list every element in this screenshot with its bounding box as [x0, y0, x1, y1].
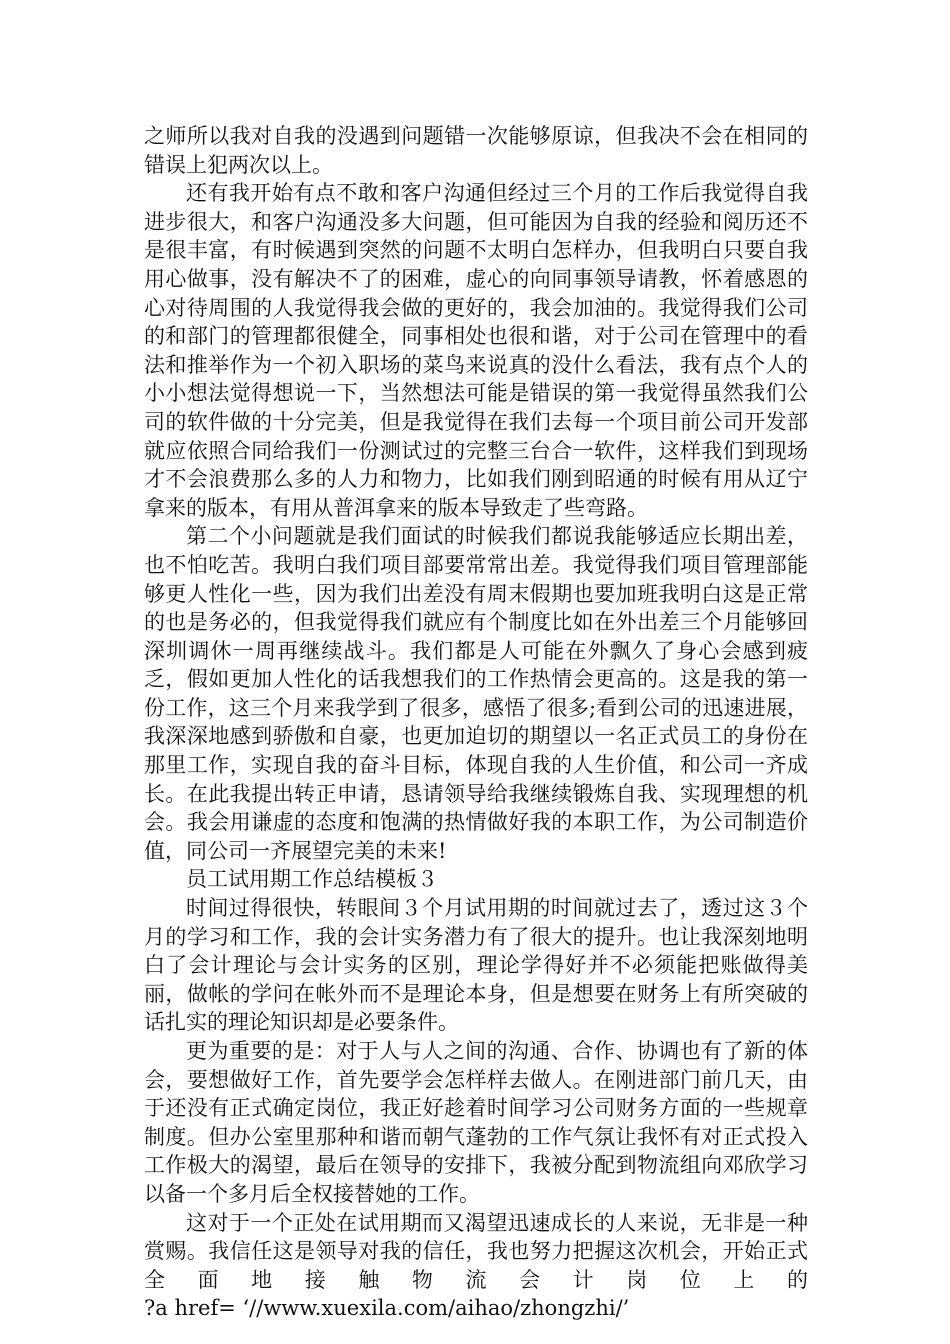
paragraph-5: 更为重要的是：对于人与人之间的沟通、合作、协调也有了新的体会，要想做好工作，首先要学会怎样样去做人。在刚进部门前几天，由于还没有正式确定岗位，我正好趁着时间学习公司财务方面的一些规章制度。但办公室里那种和谐而朝气蓬勃的工作气氛让我怀有对正式投入工作极大的渴望，最后在领导的安排下，我被分配到物流组向邓欣学习以备一个多月后全权接替她的工作。: [144, 1039, 808, 1206]
document-page: [144, 122, 808, 1323]
paragraph-3: 第二个小问题就是我们面试的时候我们都说我能够适应长期出差，也不怕吃苦。我明白我们项目部要常常出差。我觉得我们项目管理部能够更人性化一些，因为我们出差没有周末假期也要加班我明白这是正常的也是务必的，但我觉得我们就应有个制度比如在外出差三个月能够回深圳调休一周再继续战斗。我们都是人可能在外飘久了身心会感到疲乏，假如更加人性化的话我想我们的工作热情会更高的。这是我的第一份工作，这三个月来我学到了很多，感悟了很多;看到公司的迅速进展，我深深地感到骄傲和自豪，也更加迫切的期望以一名正式员工的身份在那里工作，实现自我的奋斗目标，体现自我的人生价值，和公司一齐成长。在此我提出转正申请，恳请领导给我继续锻炼自我、实现理想的机会。我会用谦虚的态度和饱满的热情做好我的本职工作，为公司制造价值，同公司一齐展望完美的未来!: [144, 524, 808, 863]
paragraph-2: 还有我开始有点不敢和客户沟通但经过三个月的工作后我觉得自我进步很大，和客户沟通没多大问题，但可能因为自我的经验和阅历还不是很丰富，有时候遇到突然的问题不太明白怎样办，但我明白只要自我用心做事，没有解决不了的困难，虚心的向同事领导请教，怀着感恩的心对待周围的人我觉得我会做的更好的，我会加油的。我觉得我们公司的和部门的管理都很健全，同事相处也很和谐，对于公司在管理中的看法和推举作为一个初入职场的菜鸟来说真的没什么看法，我有点个人的小小想法觉得想说一下，当然想法可能是错误的第一我觉得虽然我们公司的软件做的十分完美，但是我觉得在我们去每一个项目前公司开发部就应依照合同给我们一份测试过的完整三台合一软件，这样我们到现场才不会浪费那么多的人力和物力，比如我们刚到昭通的时候有用从辽宁拿来的版本，有用从普洱拿来的版本导致走了些弯路。: [144, 181, 808, 520]
paragraph-6: 这对于一个正处在试用期而又渴望迅速成长的人来说，无非是一种赏赐。我信任这是领导对我的信任，我也努力把握这次机会，开始正式全面地接触物流会计岗位上的: [144, 1210, 808, 1292]
paragraph-4: 时间过得很快，转眼间３个月试用期的时间就过去了，透过这３个月的学习和工作，我的会计实务潜力有了很大的提升。也让我深刻地明白了会计理论与会计实务的区别，理论学得好并不必须能把账做得美丽，做帐的学问在帐外而不是理论本身，但是想要在财务上有所突破的话扎实的理论知识却是必要条件。: [144, 896, 808, 1035]
paragraph-6-link-fragment: ?a href= ‘//www.xuexila.com/aihao/zhongzhi/’: [144, 1296, 630, 1321]
paragraph-1: 之师所以我对自我的没遇到问题错一次能够原谅，但我决不会在相同的错误上犯两次以上。: [144, 124, 808, 177]
section-heading: 员工试用期工作总结模板３: [186, 867, 438, 892]
